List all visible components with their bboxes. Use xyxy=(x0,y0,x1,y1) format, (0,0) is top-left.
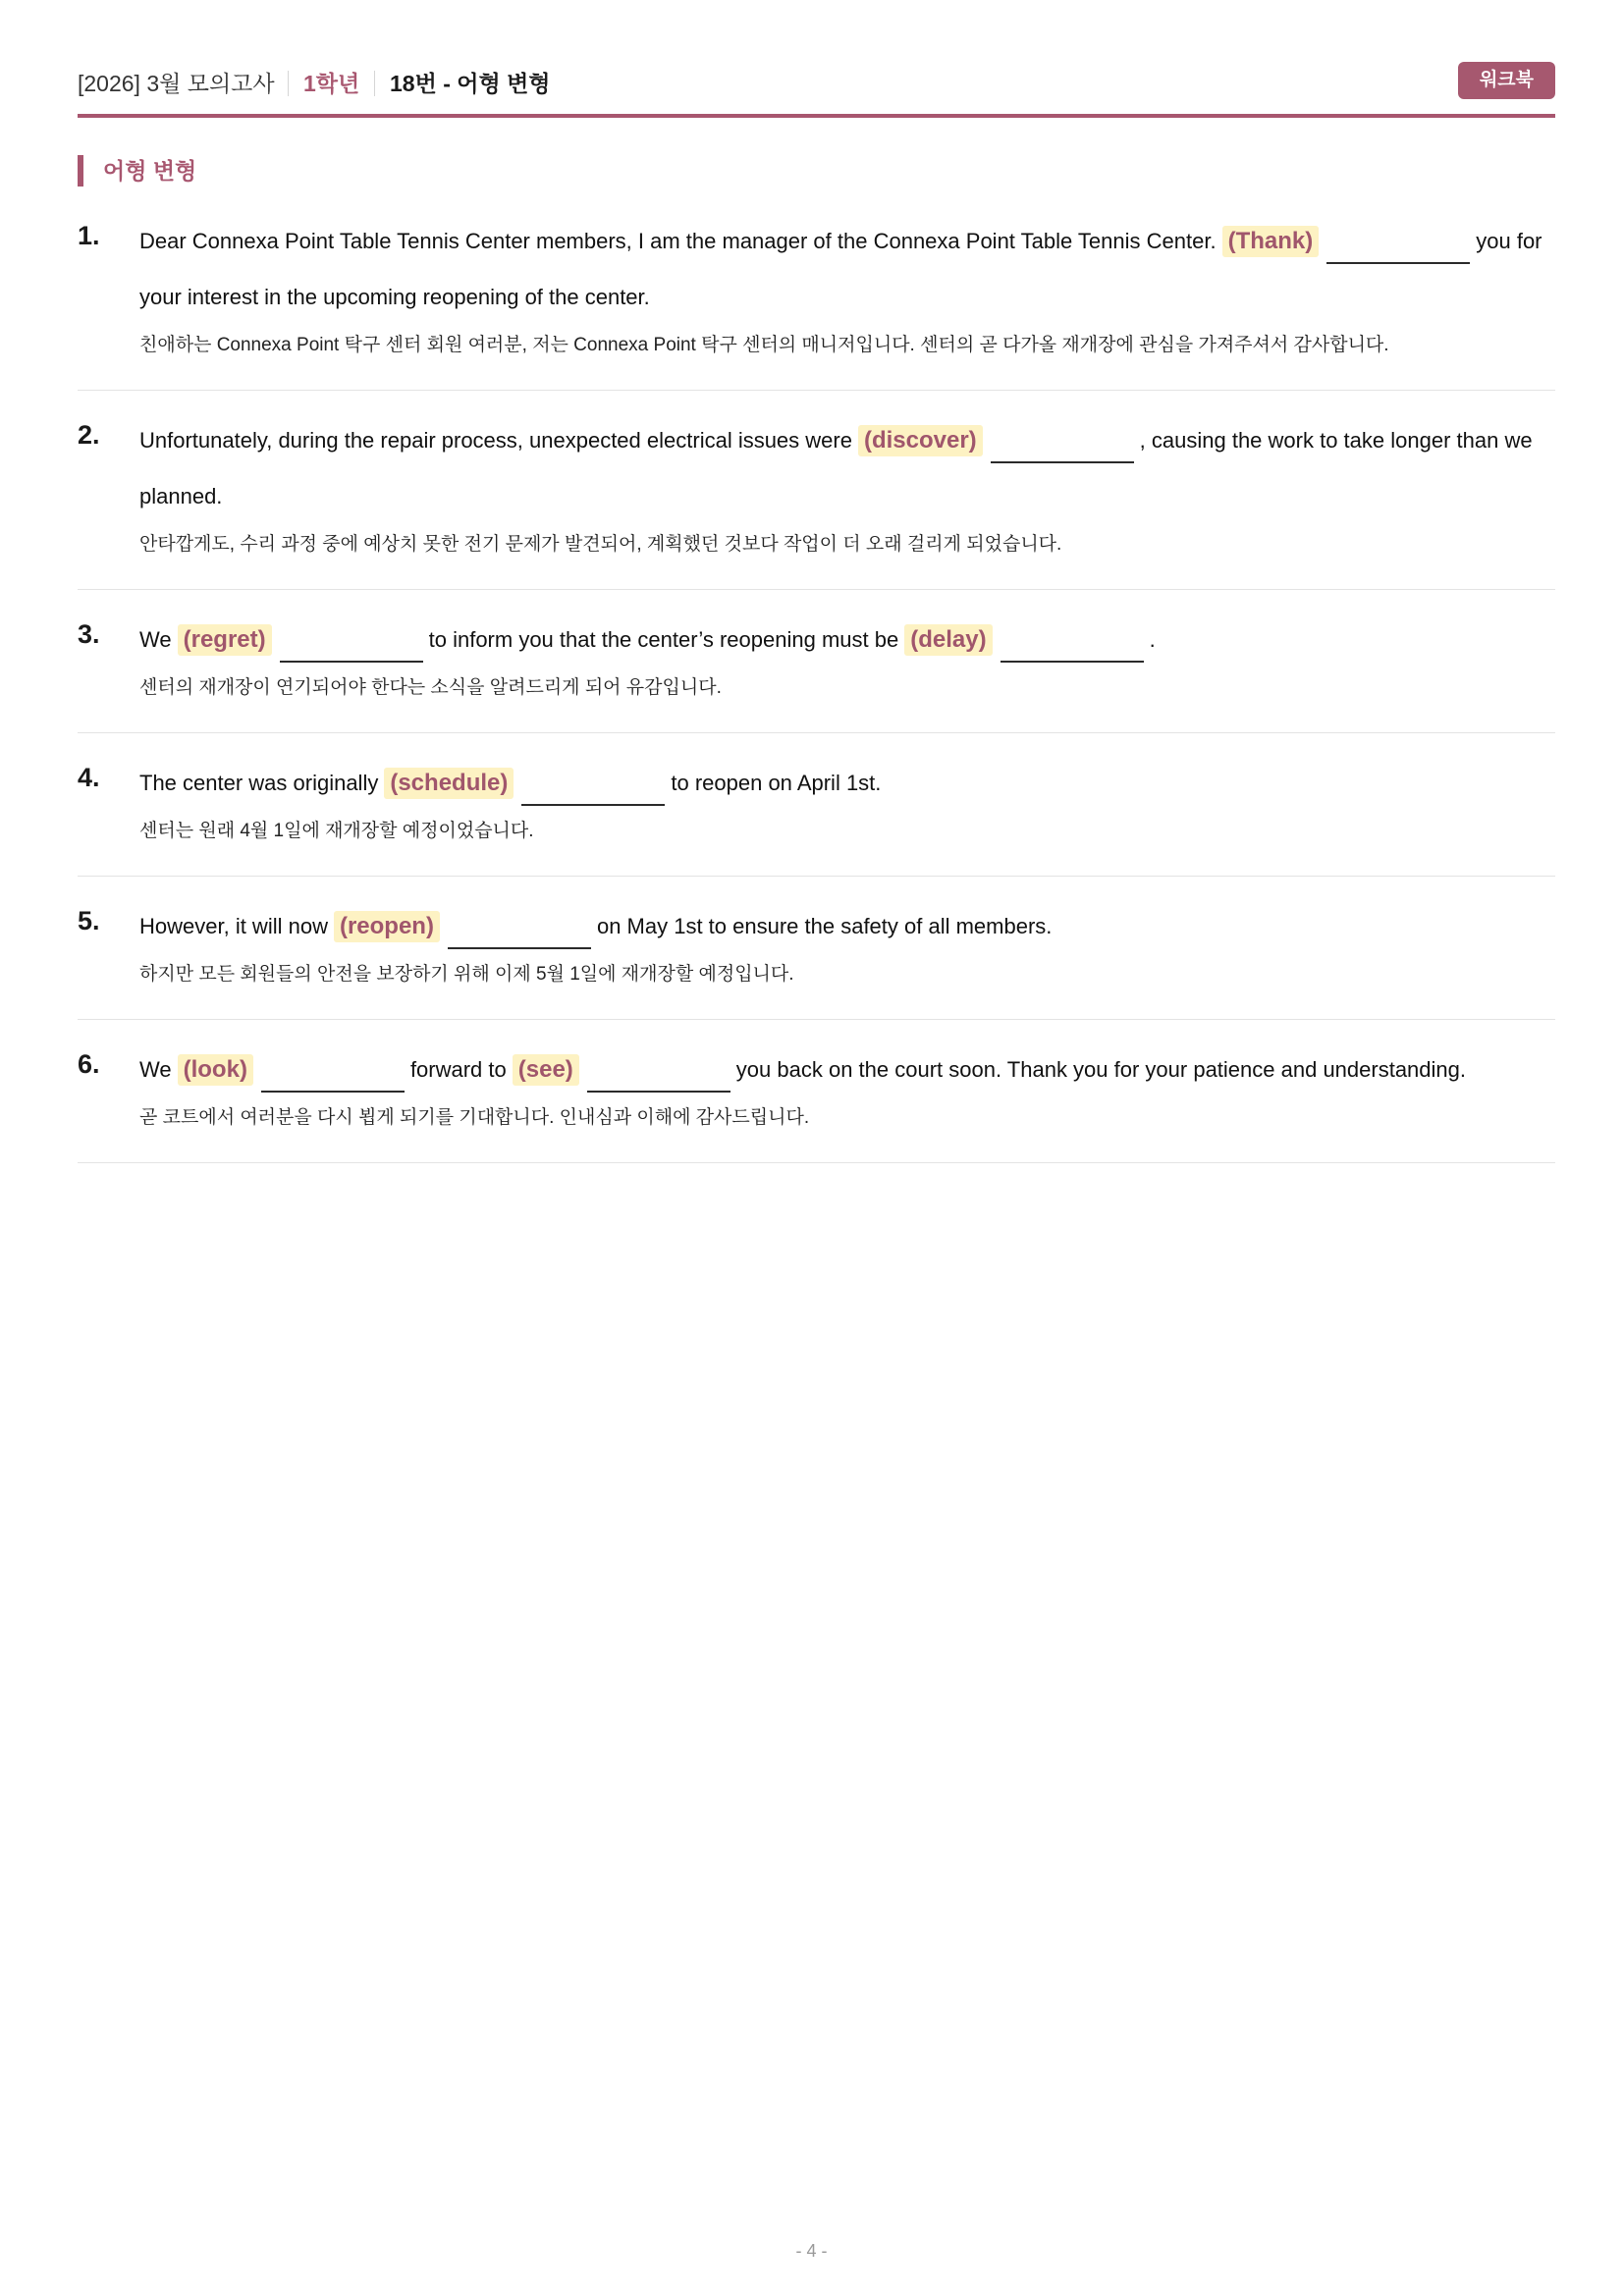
english-sentence xyxy=(139,755,1555,811)
header-divider xyxy=(374,71,375,96)
answer-blank[interactable] xyxy=(261,1061,405,1093)
word-hint: (look) xyxy=(178,1054,253,1086)
word-hint: (regret) xyxy=(178,624,272,656)
sentence-text: Dear Connexa Point Table Tennis Center members, I am the manager of the Connexa Point Table Tennis Center. xyxy=(139,229,1217,253)
answer-blank[interactable] xyxy=(280,631,423,663)
sentence-text: Unfortunately, during the repair process, unexpected electrical issues were xyxy=(139,428,852,453)
answer-blank[interactable] xyxy=(521,774,665,806)
item-number: 1. xyxy=(78,221,100,250)
sentence-text: We xyxy=(139,1057,172,1082)
answer-blank[interactable] xyxy=(1001,631,1144,663)
answer-blank[interactable] xyxy=(991,432,1134,463)
word-hint: (see) xyxy=(513,1054,579,1086)
korean-translation: 안타깝게도, 수리 과정 중에 예상치 못한 전기 문제가 발견되어, 계획했던 것보다 작업이 더 오래 걸리게 되었습니다. xyxy=(139,534,1062,555)
english-sentence xyxy=(139,612,1555,667)
korean-translation: 센터는 원래 4월 1일에 재개장할 예정이었습니다. xyxy=(139,821,534,841)
sentence-text: you back on the court soon. Thank you for your patience and understanding. xyxy=(735,1057,1466,1082)
word-hint: (schedule) xyxy=(384,768,514,799)
sentence-text: , causing the work to take longer than we planned. xyxy=(139,428,1533,508)
english-sentence xyxy=(139,1041,1555,1097)
grade-label: 1학년 xyxy=(303,71,360,96)
sentence-text: We xyxy=(139,627,172,652)
sentence-text: on May 1st to ensure the safety of all members. xyxy=(596,914,1053,938)
korean-translation: 하지만 모든 회원들의 안전을 보장하기 위해 이제 5월 1일에 재개장할 예정입니다. xyxy=(139,964,794,985)
exercise-list xyxy=(78,191,1555,1163)
page-title: 18번 - 어형 변형 xyxy=(390,71,551,96)
english-sentence xyxy=(139,213,1555,325)
english-sentence xyxy=(139,898,1555,954)
english-sentence xyxy=(139,412,1555,524)
item-number: 5. xyxy=(78,906,100,935)
answer-blank[interactable] xyxy=(448,918,591,949)
item-number: 2. xyxy=(78,420,100,450)
sentence-text: The center was originally xyxy=(139,771,379,795)
korean-translation: 친애하는 Connexa Point 탁구 센터 회원 여러분, 저는 Connexa Point 탁구 센터의 매니저입니다. 센터의 곧 다가올 재개장에 관심을 가져주셔서 감사합니다. xyxy=(139,335,1389,355)
workbook-badge: 워크북 xyxy=(1458,62,1555,99)
answer-blank[interactable] xyxy=(1326,233,1470,264)
sentence-text: . xyxy=(1149,627,1156,652)
word-hint: (Thank) xyxy=(1222,226,1320,257)
exercise-item xyxy=(78,1020,1555,1163)
answer-blank[interactable] xyxy=(587,1061,730,1093)
korean-translation: 곧 코트에서 여러분을 다시 뵙게 되기를 기대합니다. 인내심과 이해에 감사드립니다. xyxy=(139,1107,810,1128)
exercise-item xyxy=(78,877,1555,1020)
sentence-text: you for your interest in the upcoming reopening of the center. xyxy=(139,229,1542,309)
word-hint: (reopen) xyxy=(334,911,440,942)
section-title: 어형 변형 xyxy=(78,155,196,187)
item-number: 3. xyxy=(78,619,100,649)
exercise-item xyxy=(78,391,1555,590)
exam-label: [2026] 3월 모의고사 xyxy=(78,71,275,96)
exercise-item xyxy=(78,191,1555,391)
header-divider xyxy=(288,71,289,96)
korean-translation: 센터의 재개장이 연기되어야 한다는 소식을 알려드리게 되어 유감입니다. xyxy=(139,677,722,698)
word-hint: (delay) xyxy=(904,624,992,656)
exercise-item xyxy=(78,590,1555,733)
item-number: 4. xyxy=(78,763,100,792)
sentence-text: forward to xyxy=(409,1057,507,1082)
sentence-text: However, it will now xyxy=(139,914,328,938)
item-number: 6. xyxy=(78,1049,100,1079)
sentence-text: to inform you that the center’s reopening must be xyxy=(428,627,899,652)
sentence-text: to reopen on April 1st. xyxy=(671,771,882,795)
exercise-item xyxy=(78,733,1555,877)
word-hint: (discover) xyxy=(858,425,983,456)
page-header xyxy=(78,59,1555,118)
page-number: - 4 - xyxy=(795,2241,828,2261)
